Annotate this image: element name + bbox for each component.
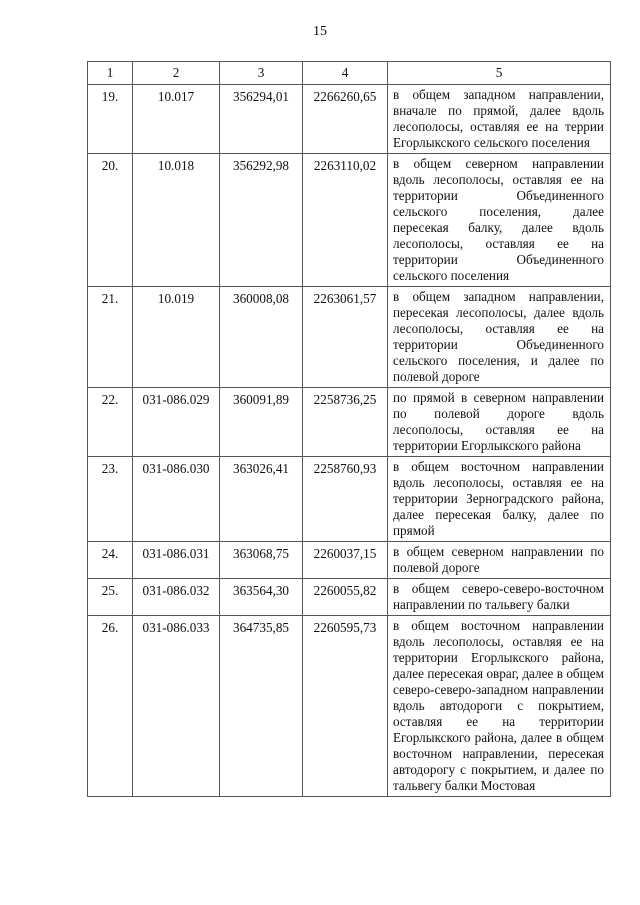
coord-y: 2260055,82: [303, 579, 388, 616]
coord-y: 2260037,15: [303, 542, 388, 579]
table-row: [88, 579, 611, 616]
table-row: [88, 388, 611, 457]
table-row: [88, 154, 611, 287]
table-row: [88, 85, 611, 154]
header-col-3: 3: [220, 62, 303, 85]
point-id: 031-086.032: [133, 579, 220, 616]
coord-y: 2260595,73: [303, 616, 388, 797]
coord-x: 363026,41: [220, 457, 303, 542]
header-col-4: 4: [303, 62, 388, 85]
header-col-2: 2: [133, 62, 220, 85]
page-number: 15: [313, 24, 327, 39]
point-id: 10.019: [133, 287, 220, 388]
coord-x: 356294,01: [220, 85, 303, 154]
coord-y: 2266260,65: [303, 85, 388, 154]
point-id: 031-086.030: [133, 457, 220, 542]
route-description: в общем западном направлении, вначале по прямой, далее вдоль лесополосы, оставляя ее на террии Егорлыкского сельского поселения: [388, 85, 611, 154]
coord-y: 2263110,02: [303, 154, 388, 287]
header-col-1: 1: [88, 62, 133, 85]
point-id: 10.017: [133, 85, 220, 154]
route-description: в общем северо-северо-восточном направлении по тальвегу балки: [388, 579, 611, 616]
point-id: 031-086.033: [133, 616, 220, 797]
row-number: 20.: [88, 154, 133, 287]
coord-x: 360008,08: [220, 287, 303, 388]
point-id: 031-086.029: [133, 388, 220, 457]
coord-y: 2258760,93: [303, 457, 388, 542]
coord-x: 364735,85: [220, 616, 303, 797]
table-row: [88, 542, 611, 579]
point-id: 10.018: [133, 154, 220, 287]
route-description: в общем западном направлении, пересекая лесополосы, далее вдоль лесополосы, оставляя ее на территории Объединенного сельского поселения, и далее по полевой дороге: [388, 287, 611, 388]
route-description: в общем восточном направлении вдоль лесополосы, оставляя ее на территории Егорлыкского района, далее пересекая овраг, далее в общем северо-северо-западном направлении вдоль автодороги с покрытием, оставляя ее на территории Егорлыкского района, далее в общем восточном направлении, пересекая автодорогу с покрытием, и далее по тальвегу балки Мостовая: [388, 616, 611, 797]
point-id: 031-086.031: [133, 542, 220, 579]
coord-x: 363068,75: [220, 542, 303, 579]
coord-y: 2263061,57: [303, 287, 388, 388]
row-number: 24.: [88, 542, 133, 579]
route-description: в общем восточном направлении вдоль лесополосы, оставляя ее на территории Зерноградского района, далее пересекая балку, далее по прямой: [388, 457, 611, 542]
coord-x: 356292,98: [220, 154, 303, 287]
table-row: [88, 457, 611, 542]
header-col-5: 5: [388, 62, 611, 85]
row-number: 22.: [88, 388, 133, 457]
row-number: 21.: [88, 287, 133, 388]
route-description: по прямой в северном направлении по полевой дороге вдоль лесополосы, оставляя ее на территории Егорлыкского района: [388, 388, 611, 457]
table-row: [88, 287, 611, 388]
coord-x: 363564,30: [220, 579, 303, 616]
route-description: в общем северном направлении по полевой дороге: [388, 542, 611, 579]
row-number: 19.: [88, 85, 133, 154]
coord-y: 2258736,25: [303, 388, 388, 457]
row-number: 23.: [88, 457, 133, 542]
route-description: в общем северном направлении вдоль лесополосы, оставляя ее на территории Объединенного сельского поселения, далее пересекая балку, далее вдоль лесополосы, оставляя ее на территории Объединенного сельского поселения: [388, 154, 611, 287]
table-row: [88, 616, 611, 797]
table-header-row: [88, 62, 611, 85]
row-number: 26.: [88, 616, 133, 797]
row-number: 25.: [88, 579, 133, 616]
coord-x: 360091,89: [220, 388, 303, 457]
boundary-points-table: [87, 61, 611, 797]
